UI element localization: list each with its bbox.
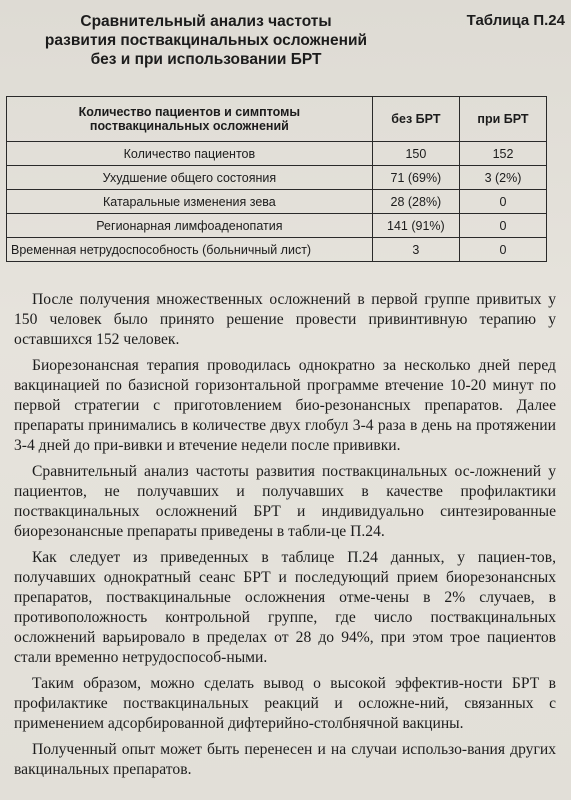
table-row: [7, 190, 547, 214]
paragraph: Сравнительный анализ частоты развития поствакцинальных ос-ложнений у пациентов, не получавших и получавших в качестве профилактики поствакцинальных осложнений БРТ и индивидуально синтезированные биорезонансные препараты приведены в табли-це П.24.: [14, 463, 556, 540]
table-row: [7, 166, 547, 190]
row-with-brt: 152: [460, 142, 547, 166]
row-name: Временная нетрудоспособность (больничный лист): [7, 238, 373, 262]
header-symptoms-line: Количество пациентов и симптомы: [78, 105, 301, 119]
table-number-label: Таблица П.24: [466, 12, 565, 29]
row-without-brt: 150: [372, 142, 459, 166]
table-row: [7, 238, 547, 262]
table-title-line: развития поствакцинальных осложнений: [44, 32, 368, 49]
row-name: Количество пациентов: [7, 142, 373, 166]
paragraph: Полученный опыт может быть перенесен и на случаи использо-вания других вакцинальных препаратов.: [14, 741, 556, 778]
header-symptoms: [7, 97, 373, 142]
paragraph: Биорезонансная терапия проводилась однократно за несколько дней перед вакцинацией по базисной горизонтальной программе втечение 10-20 минут по первой стратегии с приготовлением био-резонансных препаратов. Далее препараты принимались в количестве двух глобул 3-4 раза в день на протяжении 3-4 дней до при-вивки и втечение недели после прививки.: [14, 357, 556, 454]
table-header-row: [7, 97, 547, 142]
row-without-brt: 3: [372, 238, 459, 262]
row-name: Регионарная лимфоаденопатия: [7, 214, 373, 238]
table-title-line: Сравнительный анализ частоты: [80, 13, 332, 30]
row-without-brt: 28 (28%): [372, 190, 459, 214]
header-without-brt: без БРТ: [372, 97, 459, 142]
row-without-brt: 71 (69%): [372, 166, 459, 190]
header-symptoms-line: поствакцинальных осложнений: [89, 119, 289, 133]
row-name: Катаральные изменения зева: [7, 190, 373, 214]
paragraph: Таким образом, можно сделать вывод о высокой эффектив-ности БРТ в профилактике поствакцинальных реакций и осложне-ний, связанных с применением адсорбированной дифтерийно-столбнячной вакцины.: [14, 675, 556, 732]
paragraph: После получения множественных осложнений в первой группе привитых у 150 человек было принято решение провести привинтивную терапию у оставшихся 152 человек.: [14, 291, 556, 348]
row-with-brt: 0: [460, 190, 547, 214]
table-row: [7, 214, 547, 238]
paragraph: Как следует из приведенных в таблице П.24 данных, у пациен-тов, получавших однократный сеанс БРТ и последующий прием биорезонансных препаратов, поствакцинальные осложнения отме-чены в 2% случаев, в противоположность контрольной группе, где число поствакцинальных осложнений варьировало в пределах от 28 до 94%, при этом трое пациентов стали временно нетрудоспособ-ными.: [14, 549, 556, 666]
row-with-brt: 0: [460, 238, 547, 262]
table-row: [7, 142, 547, 166]
row-without-brt: 141 (91%): [372, 214, 459, 238]
table-title: [16, 12, 396, 69]
row-name: Ухудшение общего состояния: [7, 166, 373, 190]
header-with-brt: при БРТ: [460, 97, 547, 142]
comparison-table: [6, 96, 547, 262]
body-text: [14, 290, 556, 786]
row-with-brt: 3 (2%): [460, 166, 547, 190]
table-title-line: без и при использовании БРТ: [90, 51, 322, 68]
row-with-brt: 0: [460, 214, 547, 238]
